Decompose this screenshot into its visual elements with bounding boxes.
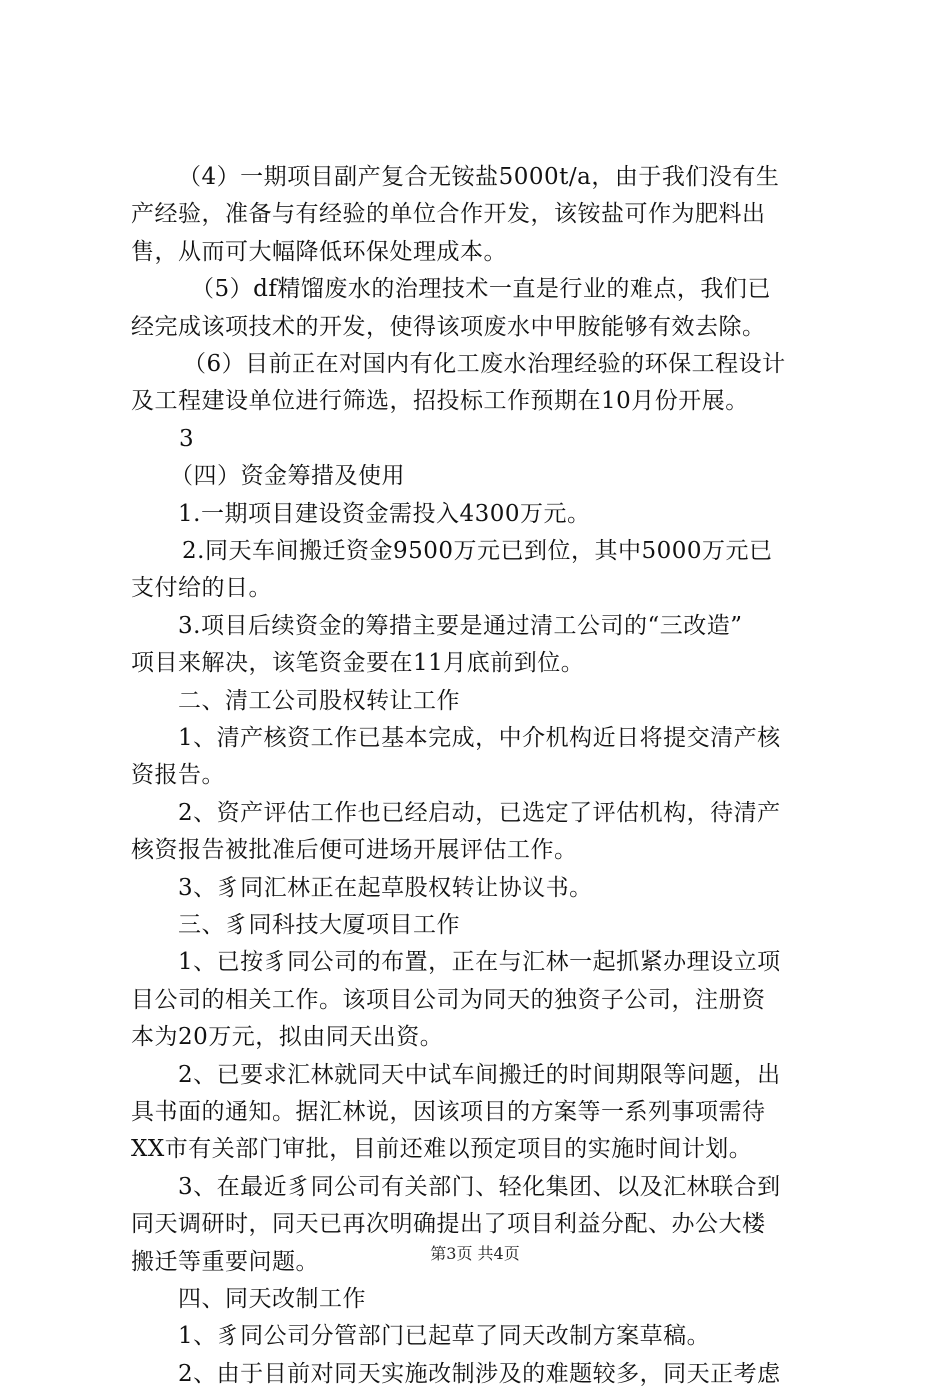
- text-line-16: 1、清产核资工作已基本完成，中介机构近日将提交清产核: [178, 725, 781, 751]
- text-line-29: 同天调研时，同天已再次明确提出了项目利益分配、办公大楼: [131, 1211, 766, 1237]
- text-line-33: 2、由于目前对同天实施改制涉及的难题较多，同天正考虑: [178, 1361, 781, 1387]
- section-heading: （四）资金筹措及使用: [170, 463, 405, 489]
- text-line-28: 3、在最近豸同公司有关部门、轻化集团、以及汇林联合到: [178, 1174, 781, 1200]
- text-line-32: 1、豸同公司分管部门已起草了同天改制方案草稿。: [178, 1323, 711, 1349]
- section-heading: 三、豸同科技大厦项目工作: [178, 912, 460, 938]
- text-line-3: 售，从而可大幅降低环保处理成本。: [131, 239, 507, 265]
- section-heading: 二、清工公司股权转让工作: [178, 688, 460, 714]
- text-line-6: （6）目前正在对国内有化工废水治理经验的环保工程设计: [183, 351, 786, 377]
- text-line-1: （4）一期项目副产复合无铵盐5000t/a，由于我们没有生: [178, 164, 780, 190]
- text-line-10: 1.一期项目建设资金需投入4300万元。: [178, 501, 591, 527]
- text-line-7: 及工程建设单位进行筛选，招投标工作预期在10月份开展。: [131, 388, 749, 414]
- text-line-24: 本为20万元，拟由同天出资。: [131, 1024, 444, 1050]
- text-line-14: 项目来解决，该笔资金要在11月底前到位。: [131, 650, 585, 676]
- text-line-5: 经完成该项技术的开发，使得该项废水中甲胺能够有效去除。: [131, 314, 766, 340]
- text-line-4: （5）df精馏废水的治理技术一直是行业的难点，我们已: [191, 276, 771, 302]
- text-line-19: 核资报告被批准后便可进场开展评估工作。: [131, 837, 578, 863]
- text-line-17: 资报告。: [131, 762, 225, 788]
- page-footer: 第3页 共4页: [430, 1244, 520, 1263]
- text-line-25: 2、已要求汇林就同天中试车间搬迁的时间期限等问题，出: [178, 1062, 781, 1088]
- text-line-18: 2、资产评估工作也已经启动，已选定了评估机构，待清产: [178, 800, 781, 826]
- text-line-30: 搬迁等重要问题。: [131, 1249, 319, 1275]
- text-line-23: 目公司的相关工作。该项目公司为同天的独资子公司，注册资: [131, 987, 766, 1013]
- text-line-11: 2.同天车间搬迁资金9500万元已到位，其中5000万元已: [182, 538, 773, 564]
- page-marker: 3: [179, 426, 195, 452]
- text-line-26: 具书面的通知。据汇林说，因该项目的方案等一系列事项需待: [131, 1099, 766, 1125]
- text-line-22: 1、已按豸同公司的布置，正在与汇林一起抓紧办理设立项: [178, 949, 781, 975]
- text-line-27: XX市有关部门审批，目前还难以预定项目的实施时间计划。: [131, 1136, 753, 1162]
- text-line-2: 产经验，准备与有经验的单位合作开发，该铵盐可作为肥料出: [131, 201, 766, 227]
- section-heading: 四、同天改制工作: [178, 1286, 366, 1312]
- text-line-13: 3.项目后续资金的筹措主要是通过清工公司的“三改造”: [178, 613, 743, 639]
- text-line-12: 支付给的日。: [131, 575, 272, 601]
- text-line-20: 3、豸同汇林正在起草股权转让协议书。: [178, 875, 593, 901]
